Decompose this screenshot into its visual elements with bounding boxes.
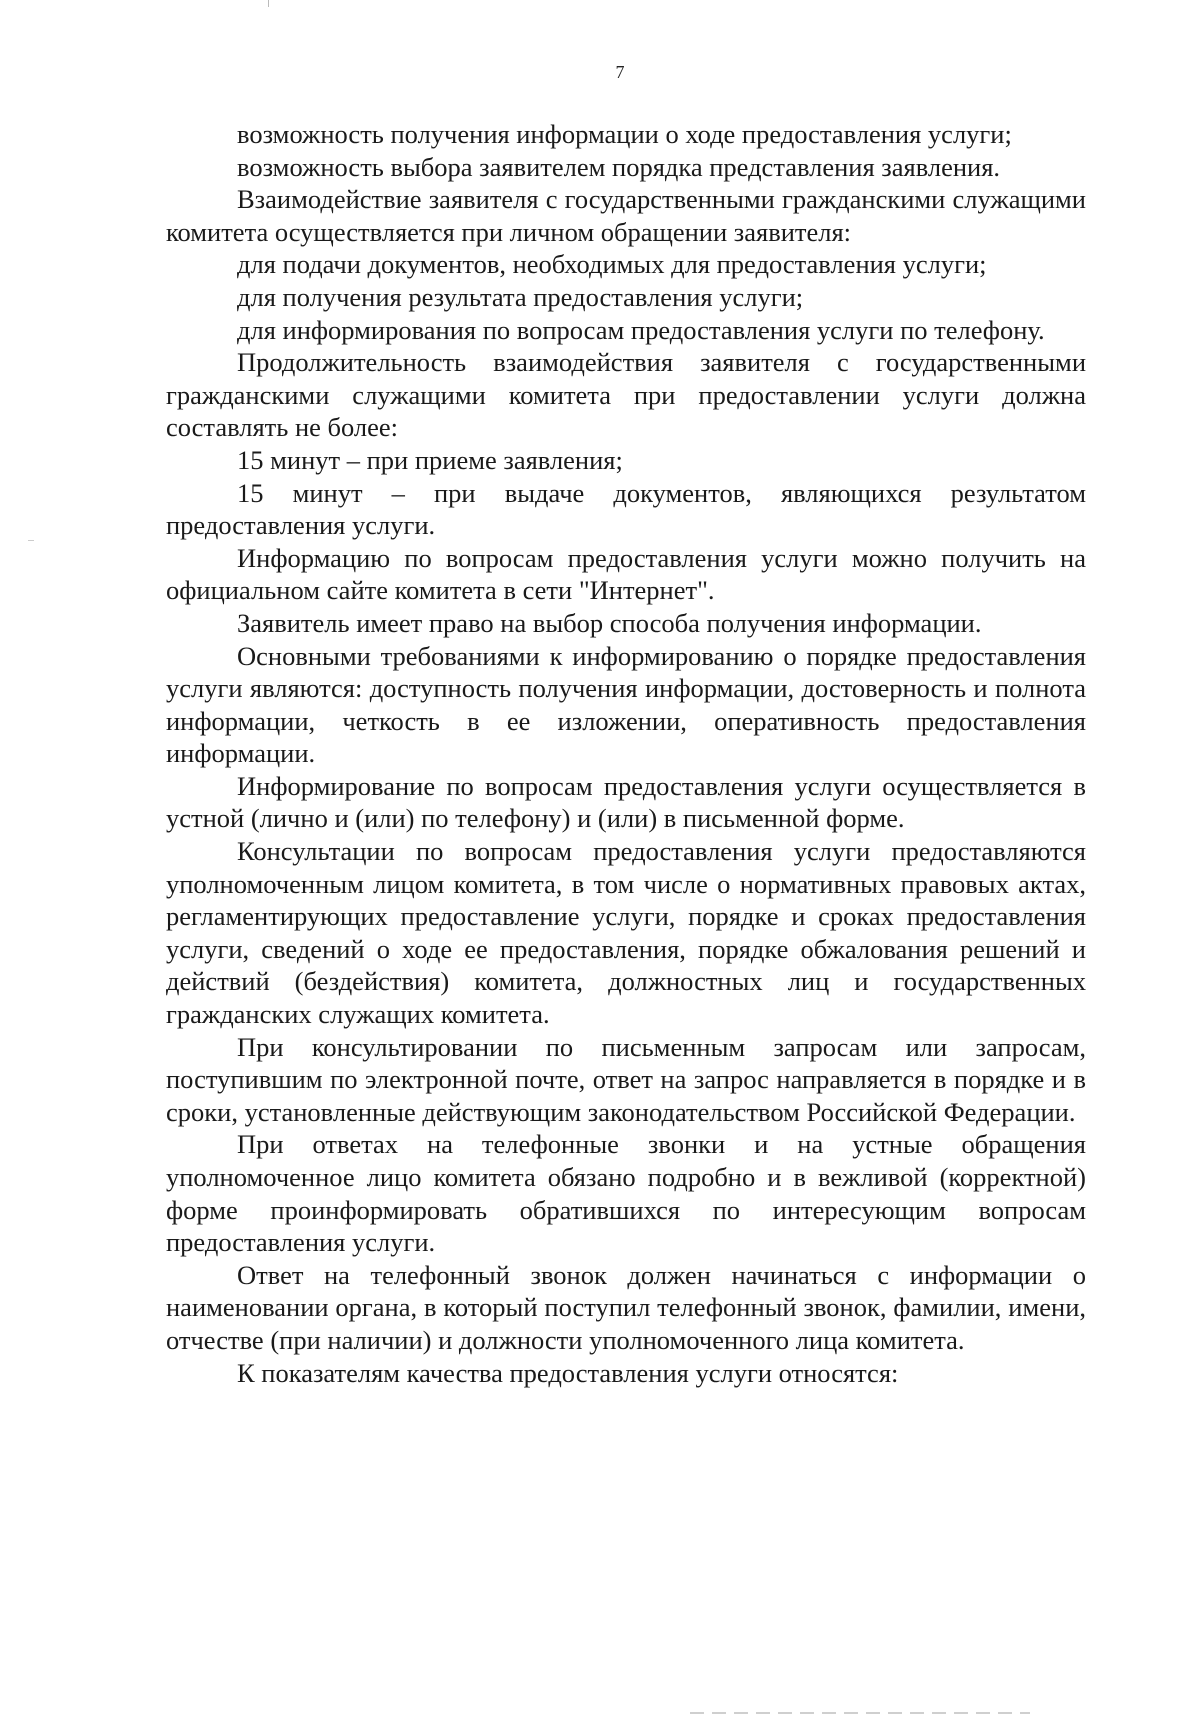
paragraph-1: возможность получения информации о ходе предоставления услуги; <box>237 119 1012 149</box>
paragraph-12: Основными требованиями к информированию о порядке предоставления услуги являются: доступность получения информации, достоверность и полнота информации, четкость в ее изложении, оперативность предоставления информации. <box>166 640 1086 769</box>
paragraph-13: Информирование по вопросам предоставления услуги осуществляется в устной (лично и (или) по телефону) и (или) в письменной форме. <box>166 770 1086 834</box>
paragraph-7: Продолжительность взаимодействия заявителя с государственными гражданскими служащими комитета при предоставлении услуги должна составлять не более: <box>166 347 1086 443</box>
document-body <box>166 118 1086 1389</box>
paragraph-15: При консультировании по письменным запросам или запросам, поступившим по электронной почте, ответ на запрос направляется в порядке и в сроки, установленные действующим законодательством Российской Федерации. <box>166 1031 1086 1127</box>
scan-artifact-bottom <box>690 1712 1030 1714</box>
paragraph-17: Ответ на телефонный звонок должен начинаться с информации о наименовании органа, в который поступил телефонный звонок, фамилии, имени, отчестве (при наличии) и должности уполномоченного лица комитета. <box>166 1259 1086 1355</box>
paragraph-5: для получения результата предоставления услуги; <box>237 281 804 312</box>
paragraph-11: Заявитель имеет право на выбор способа получения информации. <box>237 607 982 638</box>
paragraph-9: 15 минут – при выдаче документов, являющихся результатом предоставления услуги. <box>166 477 1086 541</box>
paragraph-14: Консультации по вопросам предоставления услуги предоставляются уполномоченным лицом комитета, в том числе о нормативных правовых актах, регламентирующих предоставление услуги, порядке и сроках предоставления услуги, сведений о ходе ее предоставления, порядке обжалования решений и действий (бездействия) комитета, должностных лиц и государственных гражданских служащих комитета. <box>166 836 1086 1030</box>
paragraph-6: для информирования по вопросам предоставления услуги по телефону. <box>237 314 1045 345</box>
scan-artifact-left <box>28 540 34 541</box>
page-number: 7 <box>615 62 625 82</box>
scan-artifact-top <box>268 0 269 7</box>
paragraph-2: возможность выбора заявителем порядка представления заявления. <box>237 151 1001 182</box>
paragraph-8: 15 минут – при приеме заявления; <box>237 444 623 475</box>
paragraph-3: Взаимодействие заявителя с государственными гражданскими служащими комитета осуществляется при личном обращении заявителя: <box>166 184 1086 247</box>
paragraph-16: При ответах на телефонные звонки и на устные обращения уполномоченное лицо комитета обязано подробно и в вежливой (корректной) форме проинформировать обратившихся по интересующим вопросам предоставления услуги. <box>166 1129 1086 1258</box>
paragraph-18: К показателям качества предоставления услуги относятся: <box>237 1357 899 1388</box>
paragraph-4: для подачи документов, необходимых для предоставления услуги; <box>237 249 987 280</box>
paragraph-10: Информацию по вопросам предоставления услуги можно получить на официальном сайте комитета в сети "Интернет". <box>166 542 1086 606</box>
